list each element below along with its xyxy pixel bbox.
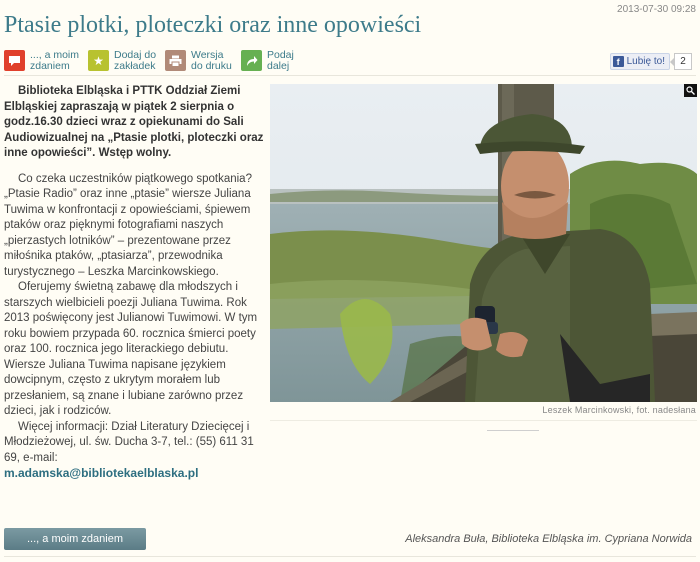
article-author: Aleksandra Buła, Biblioteka Elbląska im. Cypriana Norwida bbox=[405, 533, 692, 545]
facebook-like bbox=[610, 53, 692, 70]
magnifier-icon[interactable] bbox=[684, 84, 697, 97]
print-button[interactable] bbox=[165, 50, 243, 72]
facebook-like-count: 2 bbox=[674, 53, 692, 70]
article-lead: Biblioteka Elbląska i PTTK Oddział Ziemi Elbląskiej zapraszają w piątek 2 sierpnia o godz.16.30 dzieci wraz z opiekunami do Sali Audiowizualnej na „Ptasie plotki, ploteczki oraz inne opowieści”. Wstęp wolny. bbox=[4, 85, 264, 159]
article-photo[interactable] bbox=[270, 84, 697, 402]
page-title: Ptasie plotki, ploteczki oraz inne opowieści bbox=[4, 12, 422, 38]
bookmark-label-2: zakładek bbox=[114, 60, 156, 72]
facebook-icon: f bbox=[613, 56, 624, 67]
comment-label-1: ..., a moim bbox=[30, 49, 80, 61]
bottom-divider bbox=[4, 556, 696, 557]
printer-icon bbox=[165, 50, 186, 71]
bookmark-button[interactable] bbox=[88, 50, 166, 72]
photo-section-border bbox=[270, 420, 697, 421]
facebook-like-label: Lubię to! bbox=[626, 56, 665, 67]
photo-caption: Leszek Marcinkowski, fot. nadesłana bbox=[542, 405, 696, 415]
bookmark-label-1: Dodaj do bbox=[114, 49, 157, 61]
share-label-2: dalej bbox=[267, 60, 290, 72]
article-paragraph: Oferujemy świetną zabawę dla młodszych i starszych wielbicieli poezji Juliana Tuwima. Rok 2013 poświęcony jest Julianowi Tuwimowi. W tym roku bowiem przypada 60. rocznica śmierci poety oraz 100. rocznica jego literackiego debiutu. Wiersze Juliana Tuwima napisane językiem dowcipnym, często z ukrytym morałem lub przesłaniem, są znane i lubiane zarówno przez dzieci, jak i rodziców. bbox=[4, 281, 258, 417]
article-paragraph: Co czeka uczestników piątkowego spotkania? „Ptasie Radio” oraz inne „ptasie” wiersze Juliana Tuwima w konfrontacji z opowieściami, śpiewem ptaków oraz pięknymi fotografiami naszych „pierzastych lotników” – prezentowane przez miłośnika ptaków, „ptasiarza”, przewodnika turystycznego – Leszka Marcinkowskiego. bbox=[4, 172, 252, 278]
comment-label-2: zdaniem bbox=[30, 60, 70, 72]
article-date: 2013-07-30 09:28 bbox=[617, 4, 696, 15]
speech-bubble-icon bbox=[4, 50, 25, 71]
opinion-button[interactable]: ..., a moim zdaniem bbox=[4, 528, 146, 550]
facebook-like-button[interactable] bbox=[610, 53, 670, 70]
article-body bbox=[4, 84, 264, 483]
print-label-1: Wersja bbox=[191, 49, 224, 61]
article-toolbar bbox=[4, 50, 696, 76]
share-button[interactable] bbox=[241, 50, 319, 72]
print-label-2: do druku bbox=[191, 60, 232, 72]
share-arrow-icon bbox=[241, 50, 262, 71]
star-icon: ★ bbox=[88, 50, 109, 71]
share-label-1: Podaj bbox=[267, 49, 294, 61]
article-paragraph: Więcej informacji: Dział Literatury Dziecięcej i Młodzieżowej, ul. św. Ducha 3-7, tel.: (55) 611 31 69, e-mail: bbox=[4, 420, 254, 464]
divider bbox=[487, 430, 539, 431]
contact-email-link[interactable]: m.adamska@bibliotekaelblaska.pl bbox=[4, 466, 199, 480]
comment-button[interactable] bbox=[4, 50, 82, 72]
